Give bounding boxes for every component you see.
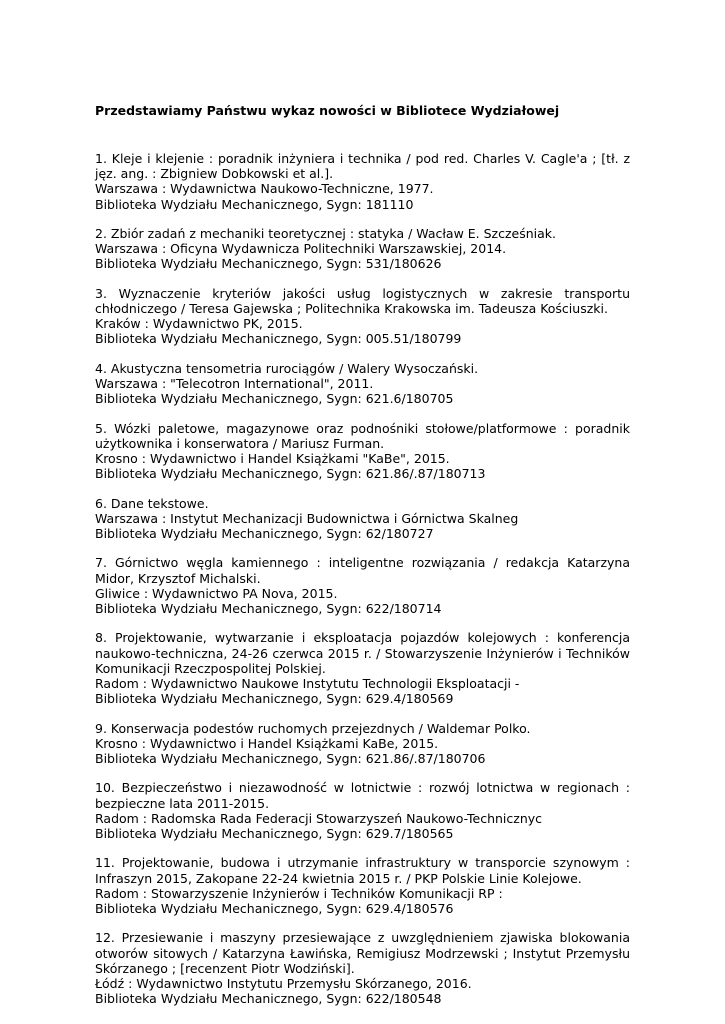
entry-publication: Łódź : Wydawnictwo Instytutu Przemysłu Skórzanego, 2016. bbox=[95, 976, 472, 991]
entry-description: 1. Kleje i klejenie : poradnik inżyniera i technika / pod red. Charles V. Cagle'a ; [tł. z jęz. ang. : Zbigniew Dobkowski et al.]. bbox=[95, 151, 630, 182]
entry-publication: Radom : Radomska Rada Federacji Stowarzyszeń Naukowo-Technicznyc bbox=[95, 810, 543, 826]
entry-location: Biblioteka Wydziału Mechanicznego, Sygn: 621.86/.87/180713 bbox=[95, 466, 486, 482]
list-item bbox=[95, 361, 630, 407]
entry-description: 11. Projektowanie, budowa i utrzymanie infrastruktury w transporcie szynowym : Infraszyn 2015, Zakopane 22-24 kwietnia 2015 r. / PKP Polskie Linie Kolejowe. bbox=[95, 855, 630, 886]
list-item bbox=[95, 721, 630, 767]
entry-description: 5. Wózki paletowe, magazynowe oraz podnośniki stołowe/platformowe : poradnik użytkownika i konserwatora / Mariusz Furman. bbox=[95, 420, 630, 451]
list-item bbox=[95, 286, 630, 347]
entry-publication: Krosno : Wydawnictwo i Handel Książkami KaBe, 2015. bbox=[95, 735, 439, 751]
entry-location: Biblioteka Wydziału Mechanicznego, Sygn: 621.86/.87/180706 bbox=[95, 751, 486, 766]
entry-description: 2. Zbiór zadań z mechaniki teoretycznej : statyka / Wacław E. Szcześniak. bbox=[95, 226, 557, 241]
entry-description: 8. Projektowanie, wytwarzanie i eksploatacja pojazdów kolejowych : konferencja naukowo-techniczna, 24-26 czerwca 2015 r. / Stowarzyszenie Inżynierów i Techników Komunikacji Rzeczpospolitej Polskiej. bbox=[95, 630, 630, 676]
entry-location: Biblioteka Wydziału Mechanicznego, Sygn: 531/180626 bbox=[95, 256, 442, 272]
entry-publication: Radom : Wydawnictwo Naukowe Instytutu Technologii Eksploatacji - bbox=[95, 676, 520, 691]
entry-location: Biblioteka Wydziału Mechanicznego, Sygn: 621.6/180705 bbox=[95, 391, 454, 407]
entry-description: 9. Konserwacja podestów ruchomych przejezdnych / Waldemar Polko. bbox=[95, 720, 531, 736]
entry-description: 10. Bezpieczeństwo i niezawodność w lotnictwie : rozwój lotnictwa w regionach : bezpieczne lata 2011-2015. bbox=[95, 780, 630, 811]
entry-publication: Gliwice : Wydawnictwo PA Nova, 2015. bbox=[95, 585, 338, 601]
entry-location: Biblioteka Wydziału Mechanicznego, Sygn: 62/180727 bbox=[95, 526, 434, 541]
entry-description: 4. Akustyczna tensometria rurociągów / Walery Wysoczański. bbox=[95, 360, 479, 376]
list-item bbox=[95, 930, 630, 1006]
page-heading: Przedstawiamy Państwu wykaz nowości w Bibliotece Wydziałowej bbox=[95, 103, 560, 118]
list-item bbox=[95, 555, 630, 616]
list-item bbox=[95, 496, 630, 542]
entry-publication: Warszawa : Instytut Mechanizacji Budownictwa i Górnictwa Skalneg bbox=[95, 510, 519, 526]
entry-location: Biblioteka Wydziału Mechanicznego, Sygn: 005.51/180799 bbox=[95, 331, 462, 347]
entry-location: Biblioteka Wydziału Mechanicznego, Sygn: 181110 bbox=[95, 196, 414, 212]
entry-location: Biblioteka Wydziału Mechanicznego, Sygn: 622/180548 bbox=[95, 991, 442, 1007]
entry-location: Biblioteka Wydziału Mechanicznego, Sygn: 629.7/180565 bbox=[95, 826, 454, 841]
document-page bbox=[95, 103, 630, 1021]
entry-description: 6. Dane tekstowe. bbox=[95, 495, 209, 511]
list-item bbox=[95, 226, 630, 272]
entry-description: 3. Wyznaczenie kryteriów jakości usług logistycznych w zakresie transportu chłodniczego / Teresa Gajewska ; Politechnika Krakowska im. Tadeusza Kościuszki. bbox=[95, 285, 630, 316]
entry-publication: Warszawa : "Telecotron International", 2011. bbox=[95, 376, 374, 391]
list-item bbox=[95, 421, 630, 482]
entry-publication: Radom : Stowarzyszenie Inżynierów i Techników Komunikacji RP : bbox=[95, 885, 503, 901]
entry-location: Biblioteka Wydziału Mechanicznego, Sygn: 629.4/180569 bbox=[95, 691, 454, 707]
entry-publication: Warszawa : Oficyna Wydawnicza Politechniki Warszawskiej, 2014. bbox=[95, 241, 507, 257]
list-item bbox=[95, 855, 630, 916]
entry-location: Biblioteka Wydziału Mechanicznego, Sygn: 622/180714 bbox=[95, 601, 442, 616]
entry-publication: Kraków : Wydawnictwo PK, 2015. bbox=[95, 316, 303, 332]
list-item bbox=[95, 630, 630, 706]
list-item bbox=[95, 780, 630, 841]
list-item bbox=[95, 151, 630, 212]
entry-publication: Krosno : Wydawnictwo i Handel Książkami "KaBe", 2015. bbox=[95, 451, 450, 466]
entry-publication: Warszawa : Wydawnictwa Naukowo-Techniczne, 1977. bbox=[95, 181, 434, 197]
entry-description: 12. Przesiewanie i maszyny przesiewające z uwzględnieniem zjawiska blokowania otworów sitowych / Katarzyna Ławińska, Remigiusz Modrzewski ; Instytut Przemysłu Skórzanego ; [recenzent Piotr Wodziński]. bbox=[95, 930, 630, 976]
entry-description: 7. Górnictwo węgla kamiennego : inteligentne rozwiązania / redakcja Katarzyna Midor, Krzysztof Michalski. bbox=[95, 555, 630, 586]
entry-location: Biblioteka Wydziału Mechanicznego, Sygn: 629.4/180576 bbox=[95, 901, 454, 916]
